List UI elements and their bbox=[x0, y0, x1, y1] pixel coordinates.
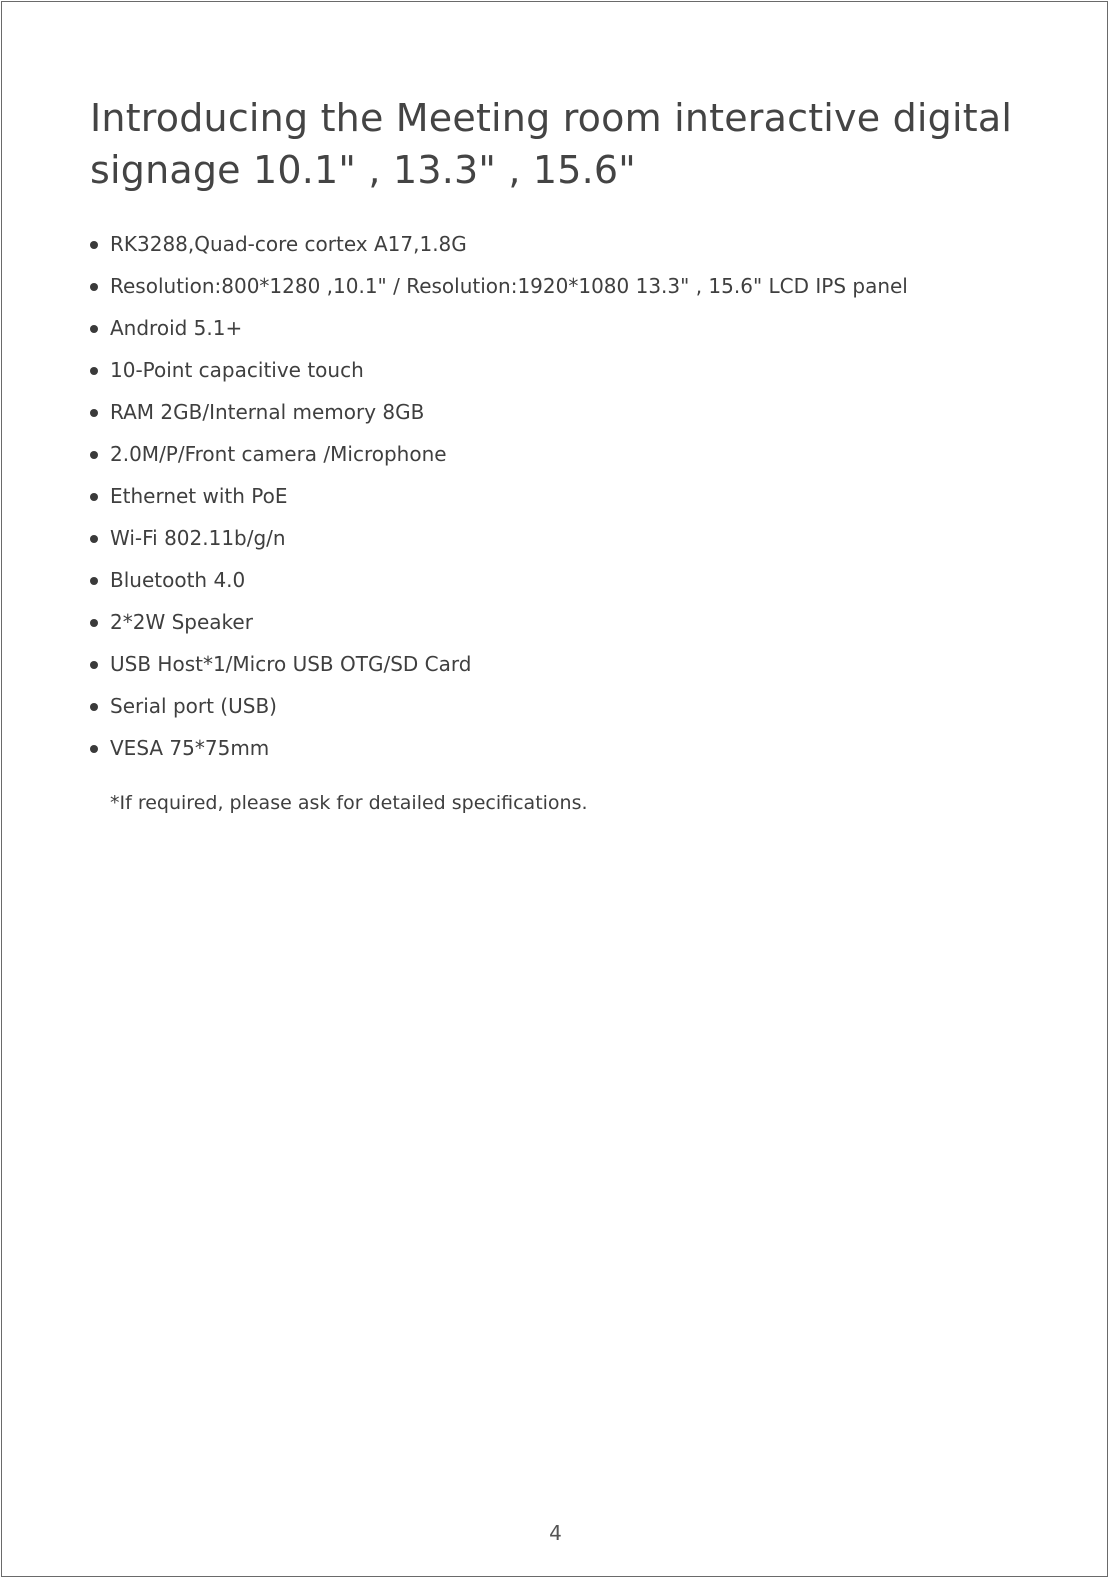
list-item bbox=[90, 648, 1050, 690]
bullet-icon bbox=[90, 619, 98, 627]
bullet-icon bbox=[90, 535, 98, 543]
list-item bbox=[90, 480, 1050, 522]
spec-text: Android 5.1+ bbox=[110, 316, 243, 340]
bullet-icon bbox=[90, 367, 98, 375]
spec-text: Bluetooth 4.0 bbox=[110, 568, 246, 592]
list-item bbox=[90, 312, 1050, 354]
spec-text: Serial port (USB) bbox=[110, 694, 277, 718]
bullet-icon bbox=[90, 577, 98, 585]
bullet-icon bbox=[90, 745, 98, 753]
bullet-icon bbox=[90, 283, 98, 291]
title-line-2: signage 10.1" , 13.3" , 15.6" bbox=[90, 148, 636, 192]
page-title bbox=[90, 92, 1050, 196]
spec-text: VESA 75*75mm bbox=[110, 736, 270, 760]
bullet-icon bbox=[90, 325, 98, 333]
spec-text: RAM 2GB/Internal memory 8GB bbox=[110, 400, 425, 424]
document-page bbox=[1, 1, 1108, 1577]
spec-list bbox=[90, 228, 1050, 774]
bullet-icon bbox=[90, 661, 98, 669]
list-item bbox=[90, 438, 1050, 480]
list-item bbox=[90, 228, 1050, 270]
spec-text: Wi-Fi 802.11b/g/n bbox=[110, 526, 286, 550]
spec-text: 10-Point capacitive touch bbox=[110, 358, 364, 382]
page-number: 4 bbox=[549, 1521, 562, 1545]
spec-text: RK3288,Quad-core cortex A17,1.8G bbox=[110, 232, 467, 256]
list-item bbox=[90, 396, 1050, 438]
spec-text: USB Host*1/Micro USB OTG/SD Card bbox=[110, 652, 472, 676]
spec-text: Resolution:800*1280 ,10.1" / Resolution:1920*1080 13.3" , 15.6" LCD IPS panel bbox=[110, 274, 908, 298]
list-item bbox=[90, 732, 1050, 774]
title-line-1: Introducing the Meeting room interactive digital bbox=[90, 96, 1013, 140]
list-item bbox=[90, 690, 1050, 732]
list-item bbox=[90, 564, 1050, 606]
bullet-icon bbox=[90, 409, 98, 417]
list-item bbox=[90, 270, 1050, 312]
bullet-icon bbox=[90, 493, 98, 501]
list-item bbox=[90, 522, 1050, 564]
specifications-note: *If required, please ask for detailed specifications. bbox=[110, 792, 588, 814]
spec-text: Ethernet with PoE bbox=[110, 484, 288, 508]
list-item bbox=[90, 354, 1050, 396]
spec-text: 2*2W Speaker bbox=[110, 610, 253, 634]
bullet-icon bbox=[90, 703, 98, 711]
list-item bbox=[90, 606, 1050, 648]
bullet-icon bbox=[90, 451, 98, 459]
spec-text: 2.0M/P/Front camera /Microphone bbox=[110, 442, 447, 466]
bullet-icon bbox=[90, 241, 98, 249]
